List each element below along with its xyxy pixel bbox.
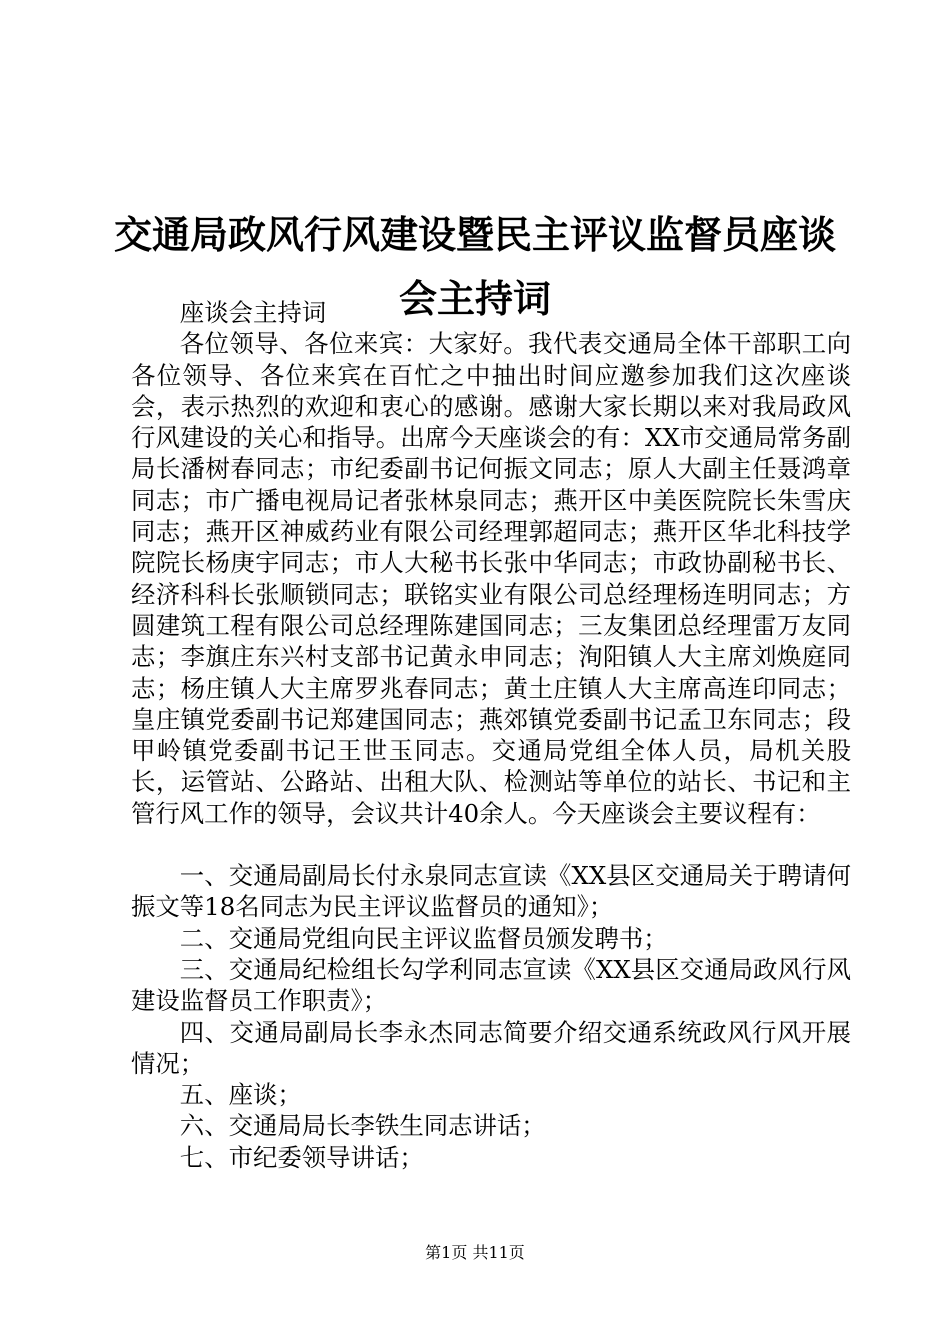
agenda-item-1: 一、交通局副局长付永泉同志宣读《XX县区交通局关于聘请何振文等18名同志为民主评议监督员的通知》； xyxy=(131,861,851,922)
page-footer: 第1页 共11页 xyxy=(425,1243,525,1262)
agenda-item-4: 四、交通局副局长李永杰同志简要介绍交通系统政风行风开展情况； xyxy=(131,1017,851,1078)
paragraph-opening: 各位领导、各位来宾：大家好。我代表交通局全体干部职工向各位领导、各位来宾在百忙之中抽出时间应邀参加我们这次座谈会，表示热烈的欢迎和衷心的感谢。感谢大家长期以来对我局政风行风建设的关心和指导。出席今天座谈会的有：XX市交通局常务副局长潘树春同志；市纪委副书记何振文同志；原人大副主任聂鸿章同志；市广播电视局记者张林泉同志；燕开区中美医院院长朱雪庆同志；燕开区神威药业有限公司经理郭超同志；燕开区华北科技学院院长杨庚宇同志；市人大秘书长张中华同志；市政协副秘书长、经济科科长张顺锁同志；联铭实业有限公司总经理杨连明同志；方圆建筑工程有限公司总经理陈建国同志；三友集团总经理雷万友同志；李旗庄东兴村支部书记黄永申同志；洵阳镇人大主席刘焕庭同志；杨庄镇人大主席罗兆春同志；黄土庄镇人大主席高连印同志；皇庄镇党委副书记郑建国同志；燕郊镇党委副书记孟卫东同志；段甲岭镇党委副书记王世玉同志。交通局党组全体人员，局机关股长，运管站、公路站、出租大队、检测站等单位的站长、书记和主管行风工作的领导，会议共计40余人。今天座谈会主要议程有： xyxy=(131,329,851,828)
agenda-item-2: 二、交通局党组向民主评议监督员颁发聘书； xyxy=(179,923,668,953)
document-body xyxy=(131,297,851,1173)
document-title: 交通局政风行风建设暨民主评议监督员座谈会主持词 xyxy=(113,212,836,322)
agenda-item-6: 六、交通局局长李铁生同志讲话； xyxy=(179,1111,546,1141)
agenda-item-7: 七、市纪委领导讲话； xyxy=(179,1142,424,1172)
agenda-item-3: 三、交通局纪检组长勾学利同志宣读《XX县区交通局政风行风建设监督员工作职责》； xyxy=(131,954,851,1016)
paragraph-heading: 座谈会主持词 xyxy=(179,298,327,327)
agenda-item-5: 五、座谈； xyxy=(179,1080,302,1110)
